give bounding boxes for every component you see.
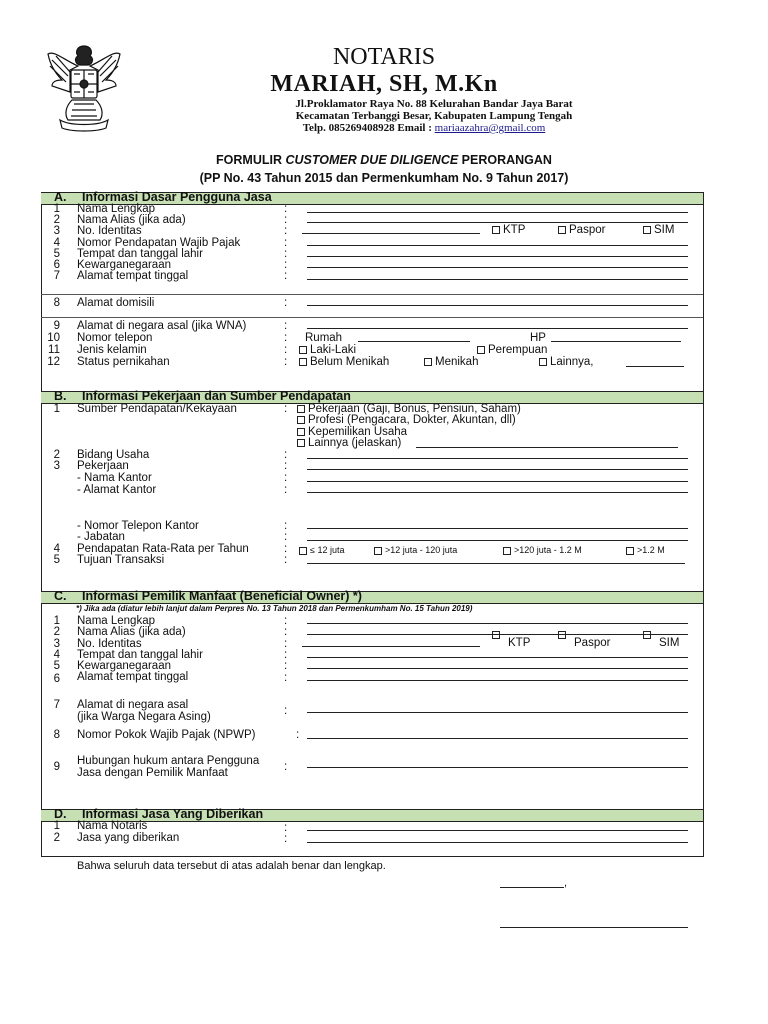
label-bo-sim: SIM (659, 637, 680, 649)
option-label: Pekerjaan (Gaji, Bonus, Pensiun, Saham) (308, 403, 521, 415)
checkbox-icon (492, 226, 500, 234)
colon: : (284, 237, 288, 249)
checkbox-icon (424, 358, 432, 366)
section-c-title: Informasi Pemilik Manfaat (Beneficial Owner) *) (82, 589, 362, 603)
section-b-title: Informasi Pekerjaan dan Sumber Pendapatan (82, 389, 351, 403)
option-label: >12 juta - 120 juta (385, 545, 458, 555)
row-number: 6 (53, 259, 60, 271)
option-income-3[interactable] (503, 544, 582, 556)
field-alamat-kantor[interactable] (307, 492, 688, 493)
label-bo-alamat-negara-asal: Alamat di negara asal (77, 699, 189, 711)
field-bo-npwp[interactable] (307, 738, 688, 739)
row-number: 12 (47, 356, 60, 368)
field-pekerjaan[interactable] (307, 469, 688, 470)
checkbox-icon (477, 346, 485, 354)
row-number: 1 (53, 203, 60, 215)
contact-line (0, 122, 768, 134)
row-number: 3 (53, 460, 60, 472)
option-laki-laki[interactable] (299, 344, 356, 356)
field-jabatan[interactable] (307, 540, 688, 541)
field-no-identitas[interactable] (302, 233, 480, 234)
option-label: Belum Menikah (310, 356, 390, 368)
field-nama-lengkap[interactable] (307, 212, 688, 213)
option-profesi[interactable] (297, 414, 516, 426)
checkbox-bo-ktp[interactable] (492, 626, 503, 644)
label-bo-hubungan-2: Jasa dengan Pemilik Manfaat (77, 767, 228, 779)
field-tempat-tanggal[interactable] (500, 887, 564, 888)
form-title (0, 153, 768, 167)
form-title-italic: CUSTOMER DUE DILIGENCE (285, 153, 459, 167)
label-nomor-telepon: Nomor telepon (77, 332, 153, 344)
label-rumah: Rumah (305, 332, 343, 344)
colon: : (284, 822, 288, 834)
row-number: 5 (53, 248, 60, 260)
label-nama-kantor: - Nama Kantor (77, 472, 152, 484)
form-title-pre: FORMULIR (216, 153, 286, 167)
address-line-1: Jl.Proklamator Raya No. 88 Kelurahan Bandar Jaya Barat (295, 98, 573, 110)
colon: : (284, 297, 288, 309)
colon: : (284, 259, 288, 271)
label-bo-alamat-tinggal: Alamat tempat tinggal (77, 671, 189, 683)
label-bo-npwp: Nomor Pokok Wajib Pajak (NPWP) (77, 729, 256, 741)
option-sim[interactable] (643, 224, 674, 236)
option-label: Kepemilikan Usaha (308, 426, 408, 438)
label-bidang-usaha: Bidang Usaha (77, 449, 150, 461)
colon: : (284, 225, 288, 237)
checkbox-icon (299, 358, 307, 366)
email-link[interactable]: mariaazahra@gmail.com (434, 122, 546, 134)
field-kewarganegaraan[interactable] (307, 267, 688, 268)
field-bidang-usaha[interactable] (307, 458, 688, 459)
label-alamat-kantor: - Alamat Kantor (77, 484, 157, 496)
option-perempuan[interactable] (477, 344, 547, 356)
colon: : (284, 660, 288, 672)
label-jabatan: - Jabatan (77, 531, 125, 543)
row-number: 3 (53, 225, 60, 237)
option-label: Lainnya (jelaskan) (308, 437, 402, 449)
checkbox-icon (299, 346, 307, 354)
colon: : (284, 615, 288, 627)
section-c-note: *) Jika ada (diatur lebih lanjut dalam Perpres No. 13 Tahun 2018 dan Permenkumham No. 15 Tahun 2019) (76, 604, 473, 613)
option-label: ≤ 12 juta (310, 545, 345, 555)
option-lainnya[interactable] (539, 356, 593, 368)
field-alamat-domisili[interactable] (307, 305, 688, 306)
colon: : (284, 248, 288, 260)
field-alamat-tinggal[interactable] (307, 279, 688, 280)
label-nama-alias: Nama Alias (jika ada) (77, 214, 186, 226)
form-subtitle: (PP No. 43 Tahun 2015 dan Permenkumham No. 9 Tahun 2017) (199, 171, 569, 185)
colon: : (284, 833, 288, 845)
section-a-letter: A. (54, 190, 67, 204)
option-label: Lainnya, (550, 356, 594, 368)
colon: : (284, 761, 288, 773)
label-jenis-kelamin: Jenis kelamin (77, 344, 147, 356)
checkbox-icon (297, 416, 305, 424)
address-line-2: Kecamatan Terbanggi Besar, Kabupaten Lampung Tengah (295, 110, 573, 122)
field-bo-ttl[interactable] (307, 657, 688, 658)
divider (41, 317, 703, 318)
date-comma: , (564, 877, 568, 889)
row-number: 2 (53, 449, 60, 461)
row-number: 5 (53, 660, 60, 672)
label-tujuan-transaksi: Tujuan Transaksi (77, 554, 165, 566)
label-no-identitas: No. Identitas (77, 225, 142, 237)
colon: : (284, 344, 288, 356)
label-bo-kewarganegaraan: Kewarganegaraan (77, 660, 171, 672)
option-income-4[interactable] (626, 544, 665, 556)
colon: : (284, 705, 288, 717)
row-number: 4 (53, 543, 60, 555)
field-bo-no-identitas[interactable] (302, 646, 480, 647)
checkbox-icon (558, 226, 566, 234)
checkbox-icon (626, 547, 634, 555)
colon: : (284, 449, 288, 461)
label-alamat-negara-asal: Alamat di negara asal (jika WNA) (77, 320, 247, 332)
label-nama-lengkap: Nama Lengkap (77, 203, 155, 215)
colon: : (284, 649, 288, 661)
section-d-title: Informasi Jasa Yang Diberikan (82, 807, 264, 821)
section-a-title: Informasi Dasar Pengguna Jasa (82, 190, 272, 204)
row-number: 1 (53, 820, 60, 832)
field-nama-alias[interactable] (307, 222, 688, 223)
field-bo-nama-alias[interactable] (307, 634, 688, 635)
field-nama-kantor[interactable] (307, 481, 688, 482)
label-alamat-tinggal: Alamat tempat tinggal (77, 270, 189, 282)
label-bo-wna: (jika Warga Negara Asing) (77, 711, 211, 723)
option-income-2[interactable] (374, 544, 457, 556)
field-bo-alamat-negara-asal[interactable] (307, 712, 688, 713)
colon: : (284, 320, 288, 332)
row-number: 2 (53, 626, 60, 638)
row-number: 5 (53, 554, 60, 566)
row-number: 1 (53, 403, 60, 415)
label-npwp: Nomor Pendapatan Wajib Pajak (77, 237, 241, 249)
row-number: 10 (47, 332, 60, 344)
field-ttl[interactable] (307, 256, 688, 257)
label-alamat-domisili: Alamat domisili (77, 297, 155, 309)
checkbox-icon (503, 547, 511, 555)
label-pendapatan: Pendapatan Rata-Rata per Tahun (77, 543, 249, 555)
checkbox-icon (297, 439, 305, 447)
colon: : (284, 638, 288, 650)
label-ttl: Tempat dan tanggal lahir (77, 248, 203, 260)
row-number: 4 (53, 237, 60, 249)
checkbox-icon (297, 405, 305, 413)
option-label: >120 juta - 1.2 M (514, 545, 582, 555)
statement-text: Bahwa seluruh data tersebut di atas adalah benar dan lengkap. (77, 860, 386, 872)
field-bo-alamat-tinggal[interactable] (307, 680, 688, 681)
colon: : (284, 403, 288, 415)
row-number: 9 (53, 761, 60, 773)
colon: : (284, 270, 288, 282)
row-number: 7 (53, 699, 60, 711)
section-c-letter: C. (54, 589, 67, 603)
row-number: 3 (53, 638, 60, 650)
colon: : (284, 531, 288, 543)
field-bo-kewarganegaraan[interactable] (307, 668, 688, 669)
option-label: KTP (503, 224, 526, 236)
colon: : (284, 214, 288, 226)
row-number: 9 (53, 320, 60, 332)
field-telepon-kantor[interactable] (307, 528, 688, 529)
colon: : (284, 460, 288, 472)
option-label: SIM (654, 224, 675, 236)
field-tujuan-transaksi[interactable] (307, 563, 685, 564)
colon: : (284, 356, 288, 368)
label-sumber-pendapatan: Sumber Pendapatan/Kekayaan (77, 403, 237, 415)
field-alamat-negara-asal[interactable] (307, 328, 688, 329)
option-paspor[interactable] (558, 224, 605, 236)
row-number: 2 (53, 214, 60, 226)
option-ktp[interactable] (492, 224, 525, 236)
row-number: 2 (53, 832, 60, 844)
label-bo-ktp: KTP (508, 637, 531, 649)
row-number: 8 (53, 729, 60, 741)
colon: : (284, 472, 288, 484)
label-jasa-diberikan: Jasa yang diberikan (77, 832, 180, 844)
option-lainnya-jelaskan[interactable] (297, 437, 401, 449)
row-number: 4 (53, 649, 60, 661)
label-kewarganegaraan: Kewarganegaraan (77, 259, 171, 271)
label-pekerjaan: Pekerjaan (77, 460, 129, 472)
field-sumber-lainnya[interactable] (416, 447, 678, 448)
label-bo-nama-lengkap: Nama Lengkap (77, 615, 155, 627)
option-belum-menikah[interactable] (299, 356, 389, 368)
field-npwp[interactable] (307, 245, 688, 246)
notary-title: NOTARIS (332, 44, 436, 70)
checkbox-bo-paspor[interactable] (558, 626, 569, 644)
label-bo-paspor: Paspor (574, 637, 611, 649)
colon: : (284, 332, 288, 344)
colon: : (284, 520, 288, 532)
label-nama-notaris: Nama Notaris (77, 820, 148, 832)
field-bo-nama-lengkap[interactable] (307, 623, 688, 624)
checkbox-icon (299, 547, 307, 555)
checkbox-icon (374, 547, 382, 555)
row-number: 8 (53, 297, 60, 309)
option-menikah[interactable] (424, 356, 478, 368)
colon: : (284, 554, 288, 566)
notary-name: MARIAH, SH, M.Kn (270, 71, 498, 97)
form-title-post: PERORANGAN (458, 153, 552, 167)
field-bo-hubungan[interactable] (307, 767, 688, 768)
option-label: Perempuan (488, 344, 548, 356)
option-label: >1.2 M (637, 545, 665, 555)
checkbox-icon (643, 226, 651, 234)
colon: : (284, 203, 288, 215)
row-number: 6 (53, 673, 60, 685)
checkbox-icon (297, 428, 305, 436)
label-bo-no-identitas: No. Identitas (77, 638, 142, 650)
label-bo-nama-alias: Nama Alias (jika ada) (77, 626, 186, 638)
colon: : (284, 543, 288, 555)
label-telepon-kantor: - Nomor Telepon Kantor (77, 520, 199, 532)
colon: : (284, 626, 288, 638)
label-status-pernikahan: Status pernikahan (77, 356, 170, 368)
checkbox-bo-sim[interactable] (643, 626, 654, 644)
field-status-lainnya[interactable] (626, 366, 684, 367)
row-number: 7 (53, 270, 60, 282)
field-jasa-diberikan[interactable] (307, 842, 688, 843)
colon: : (296, 729, 300, 741)
label-bo-ttl: Tempat dan tanggal lahir (77, 649, 203, 661)
phone-text: Telp. 085269408928 Email : (302, 122, 435, 134)
option-label: Paspor (569, 224, 606, 236)
row-number: 1 (53, 615, 60, 627)
option-label: Menikah (435, 356, 479, 368)
field-telepon-hp[interactable] (551, 341, 681, 342)
colon: : (284, 672, 288, 684)
section-b-letter: B. (54, 389, 67, 403)
colon: : (284, 484, 288, 496)
option-income-1[interactable] (299, 544, 344, 556)
option-label: Laki-Laki (310, 344, 357, 356)
field-nama-notaris[interactable] (307, 830, 688, 831)
option-label: Profesi (Pengacara, Dokter, Akuntan, dll) (308, 414, 516, 426)
row-number: 11 (48, 344, 60, 356)
label-bo-hubungan-1: Hubungan hukum antara Pengguna (77, 755, 260, 767)
field-telepon-rumah[interactable] (358, 341, 470, 342)
label-hp: HP (530, 332, 546, 344)
checkbox-icon (539, 358, 547, 366)
divider (41, 294, 703, 295)
signature-line[interactable] (500, 927, 688, 928)
section-d-letter: D. (54, 807, 67, 821)
